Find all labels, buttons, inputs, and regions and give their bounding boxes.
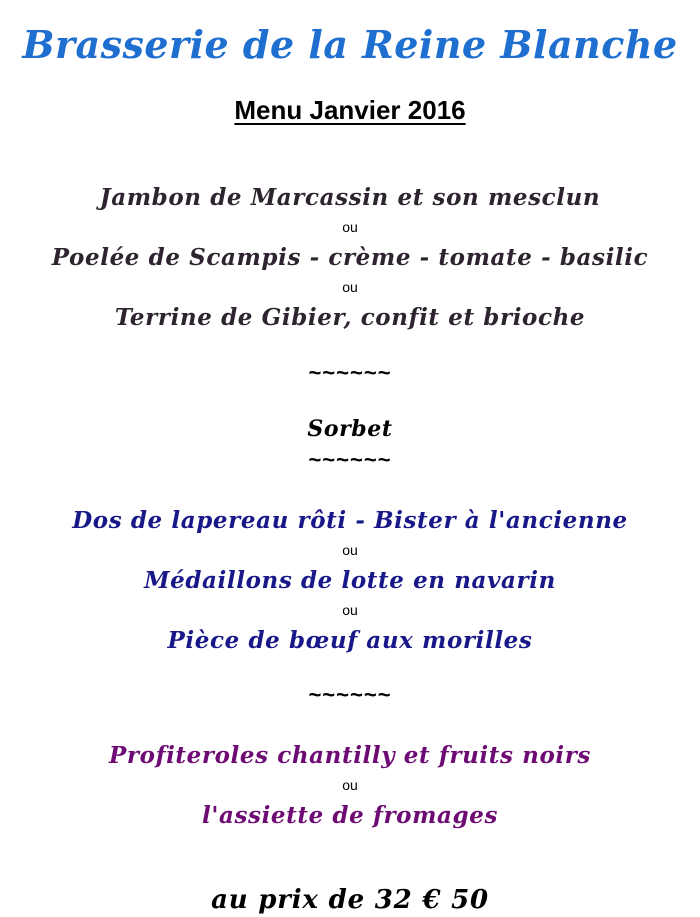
page-title: Brasserie de la Reine Blanche: [22, 22, 678, 67]
course-section-desserts: [0, 708, 700, 831]
dish-item: Dos de lapereau rôti - Bister à l'ancienne: [72, 507, 628, 534]
dish-item: Sorbet: [307, 416, 393, 442]
course-section-sorbet: [0, 386, 700, 445]
conjunction-or: ou: [342, 777, 358, 793]
course-section-starters: [0, 126, 700, 333]
menu-price: au prix de 32 € 50: [211, 885, 489, 915]
conjunction-or: ou: [342, 279, 358, 295]
dish-item: Profiteroles chantilly et fruits noirs: [109, 742, 591, 769]
wave-separator: ~~~~~~: [308, 447, 392, 472]
menu-subtitle: Menu Janvier 2016: [234, 95, 466, 125]
dish-item: Poelée de Scampis - crème - tomate - basilic: [51, 244, 649, 271]
dish-item: Médaillons de lotte en navarin: [144, 567, 556, 594]
wave-separator: ~~~~~~: [308, 360, 392, 385]
dish-item: l'assiette de fromages: [201, 802, 499, 829]
conjunction-or: ou: [342, 219, 358, 235]
dish-item: Jambon de Marcassin et son mesclun: [99, 184, 601, 211]
dish-item: Pièce de bœuf aux morilles: [167, 627, 533, 654]
conjunction-or: ou: [342, 602, 358, 618]
dish-item: Terrine de Gibier, confit et brioche: [114, 304, 586, 331]
conjunction-or: ou: [342, 542, 358, 558]
wave-separator: ~~~~~~: [308, 682, 392, 707]
course-section-mains: [0, 473, 700, 656]
